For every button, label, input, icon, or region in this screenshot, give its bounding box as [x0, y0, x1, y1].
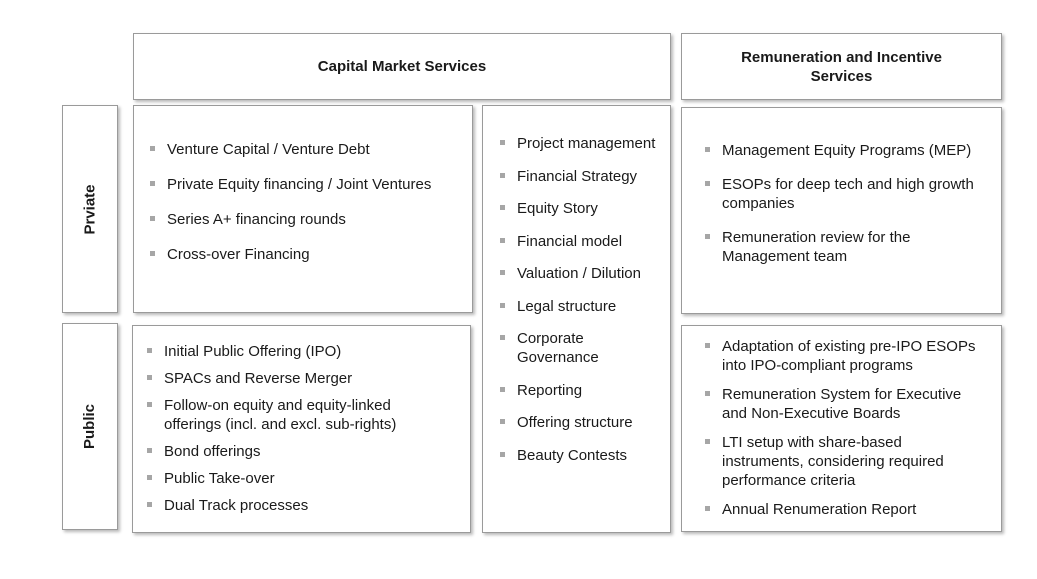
- list-item: Cross-over Financing: [149, 245, 454, 264]
- list-item: Remuneration review for the Management team: [704, 228, 987, 266]
- capital-market-services-title: Capital Market Services: [317, 58, 487, 75]
- shared-services-box: [482, 105, 671, 533]
- list-item: LTI setup with share-based instruments, considering required performance criteria: [704, 433, 987, 490]
- list-item: Adaptation of existing pre-IPO ESOPs into IPO-compliant programs: [704, 337, 987, 375]
- list-item: Series A+ financing rounds: [149, 210, 454, 229]
- list-item: Private Equity financing / Joint Ventures: [149, 175, 454, 194]
- list-item: Initial Public Offering (IPO): [146, 342, 452, 361]
- list-item: Bond offerings: [146, 442, 452, 461]
- list-item: Venture Capital / Venture Debt: [149, 140, 454, 159]
- list-item: Valuation / Dilution: [499, 264, 660, 283]
- public-remuneration-box: [681, 325, 1002, 532]
- public-row-label: [62, 323, 118, 530]
- list-item: Remuneration System for Executive and Non-Executive Boards: [704, 385, 987, 423]
- private-remuneration-box: [681, 107, 1002, 314]
- list-item: ESOPs for deep tech and high growth companies: [704, 175, 987, 213]
- list-item: Financial model: [499, 232, 660, 251]
- list-item: Project management: [499, 134, 660, 153]
- remuneration-services-title: Remuneration and Incentive Services: [741, 48, 942, 85]
- private-row-text: Prviate: [81, 183, 99, 235]
- list-item: Equity Story: [499, 199, 660, 218]
- public-capital-services-list: [146, 342, 452, 515]
- public-capital-services-box: [132, 325, 471, 533]
- remuneration-services-header: [681, 33, 1002, 100]
- list-item: Legal structure: [499, 297, 660, 316]
- private-capital-services-list: [149, 140, 454, 264]
- list-item: Public Take-over: [146, 469, 452, 488]
- private-remuneration-list: [704, 141, 987, 266]
- list-item: Beauty Contests: [499, 446, 660, 465]
- list-item: SPACs and Reverse Merger: [146, 369, 452, 388]
- list-item: Annual Renumeration Report: [704, 500, 987, 519]
- shared-services-list: [499, 134, 660, 465]
- list-item: Follow-on equity and equity-linked offerings (incl. and excl. sub-rights): [146, 396, 452, 434]
- private-row-label: [62, 105, 118, 313]
- list-item: Management Equity Programs (MEP): [704, 141, 987, 160]
- public-remuneration-list: [704, 337, 987, 519]
- public-row-text: Public: [81, 403, 99, 450]
- list-item: Dual Track processes: [146, 496, 452, 515]
- private-capital-services-box: [133, 105, 473, 313]
- list-item: Reporting: [499, 381, 660, 400]
- list-item: Offering structure: [499, 413, 660, 432]
- capital-market-services-header: [133, 33, 671, 100]
- list-item: Financial Strategy: [499, 167, 660, 186]
- list-item: Corporate Governance: [499, 329, 660, 367]
